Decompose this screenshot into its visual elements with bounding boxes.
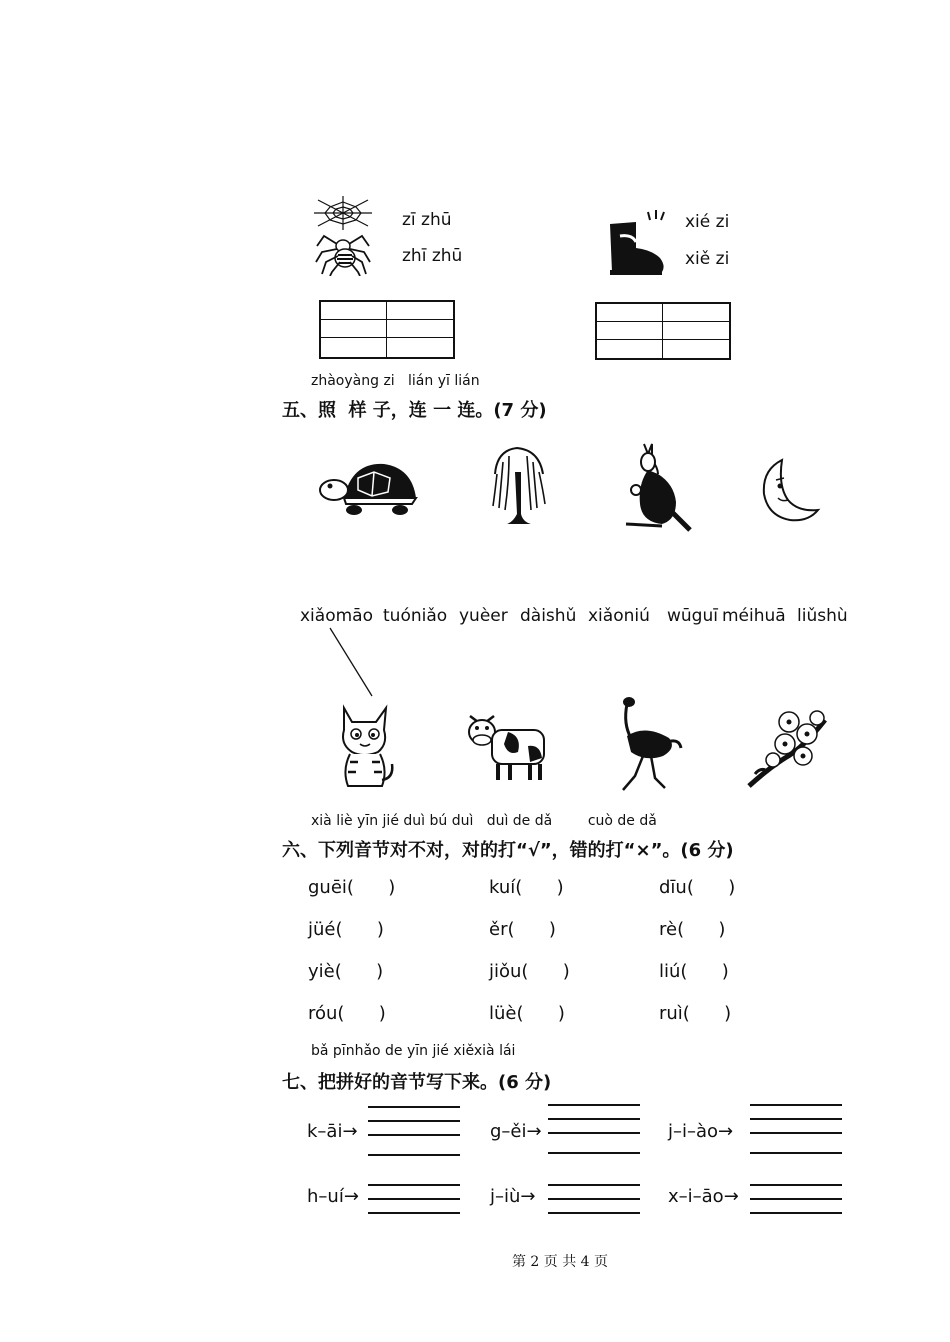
boot-option-2: xiě zi	[685, 249, 730, 269]
word-wugui: wūguī	[667, 606, 718, 626]
answer-lines[interactable]	[368, 1106, 460, 1156]
judge-item[interactable]: jiǒu( )	[489, 961, 570, 982]
spell-item: k–āi→	[307, 1121, 358, 1142]
word-tuoniao: tuóniǎo	[383, 606, 448, 626]
word-daishu: dàishǔ	[520, 606, 577, 626]
answer-lines[interactable]	[750, 1184, 842, 1214]
spell-item: j–iù→	[490, 1186, 536, 1207]
word-meihua: méihuā	[722, 606, 786, 626]
spell-item: h–uí→	[307, 1186, 359, 1207]
judge-item[interactable]: ěr( )	[489, 919, 556, 940]
judge-item[interactable]: lüè( )	[489, 1003, 565, 1024]
boot-option-1: xié zi	[685, 212, 730, 232]
judge-item[interactable]: yiè( )	[308, 961, 384, 982]
moon-icon	[760, 456, 822, 524]
section6-heading: 六、下列音节对不对，对的打“√”，错的打“×”。(6 分)	[282, 840, 734, 861]
spell-item: g–ěi→	[490, 1121, 542, 1142]
kangaroo-icon	[622, 440, 692, 532]
section7-heading: 七、把拼好的音节写下来。(6 分)	[282, 1072, 552, 1093]
plum-blossom-icon	[745, 708, 829, 792]
word-yueer: yuèer	[459, 606, 508, 626]
spider-option-2: zhī zhū	[402, 246, 463, 266]
spell-item: j–i–ào→	[668, 1121, 734, 1142]
word-xiaoniu: xiǎoniú	[588, 606, 650, 626]
judge-item[interactable]: róu( )	[308, 1003, 386, 1024]
answer-lines[interactable]	[548, 1184, 640, 1214]
section6-pinyin: xià liè yīn jié duì bú duì duì de dǎ cuò de dǎ	[311, 813, 657, 829]
answer-lines[interactable]	[750, 1104, 842, 1154]
spider-option-1: zī zhū	[402, 210, 452, 230]
section7-pinyin: bǎ pīnhǎo de yīn jié xiěxià lái	[311, 1043, 516, 1059]
section5-heading: 五、照 样 子，连 一 连。(7 分)	[282, 400, 547, 421]
cow-icon	[464, 710, 550, 784]
turtle-icon	[318, 458, 420, 518]
section5-pinyin: zhàoyàng zi lián yī lián	[311, 373, 480, 389]
judge-item[interactable]: dīu( )	[659, 877, 736, 898]
word-liushu: liǔshù	[797, 606, 848, 626]
answer-lines[interactable]	[368, 1184, 460, 1214]
cat-icon	[334, 700, 396, 792]
judge-item[interactable]: liú( )	[659, 961, 729, 982]
judge-item[interactable]: guēi( )	[308, 877, 396, 898]
willow-icon	[487, 444, 549, 528]
example-connect-line	[320, 626, 380, 700]
writing-grid-right[interactable]	[595, 302, 731, 360]
page-footer: 第 2 页 共 4 页	[511, 1254, 609, 1270]
judge-item[interactable]: jüé( )	[308, 919, 384, 940]
writing-grid-left[interactable]	[319, 300, 455, 359]
answer-lines[interactable]	[548, 1104, 640, 1154]
ostrich-icon	[605, 694, 685, 794]
spider-icon	[312, 196, 374, 276]
judge-item[interactable]: ruì( )	[659, 1003, 732, 1024]
boot-icon	[602, 208, 670, 278]
spell-item: x–i–āo→	[668, 1186, 739, 1207]
judge-item[interactable]: rè( )	[659, 919, 726, 940]
word-xiaomao: xiǎomāo	[300, 606, 373, 626]
judge-item[interactable]: kuí( )	[489, 877, 564, 898]
